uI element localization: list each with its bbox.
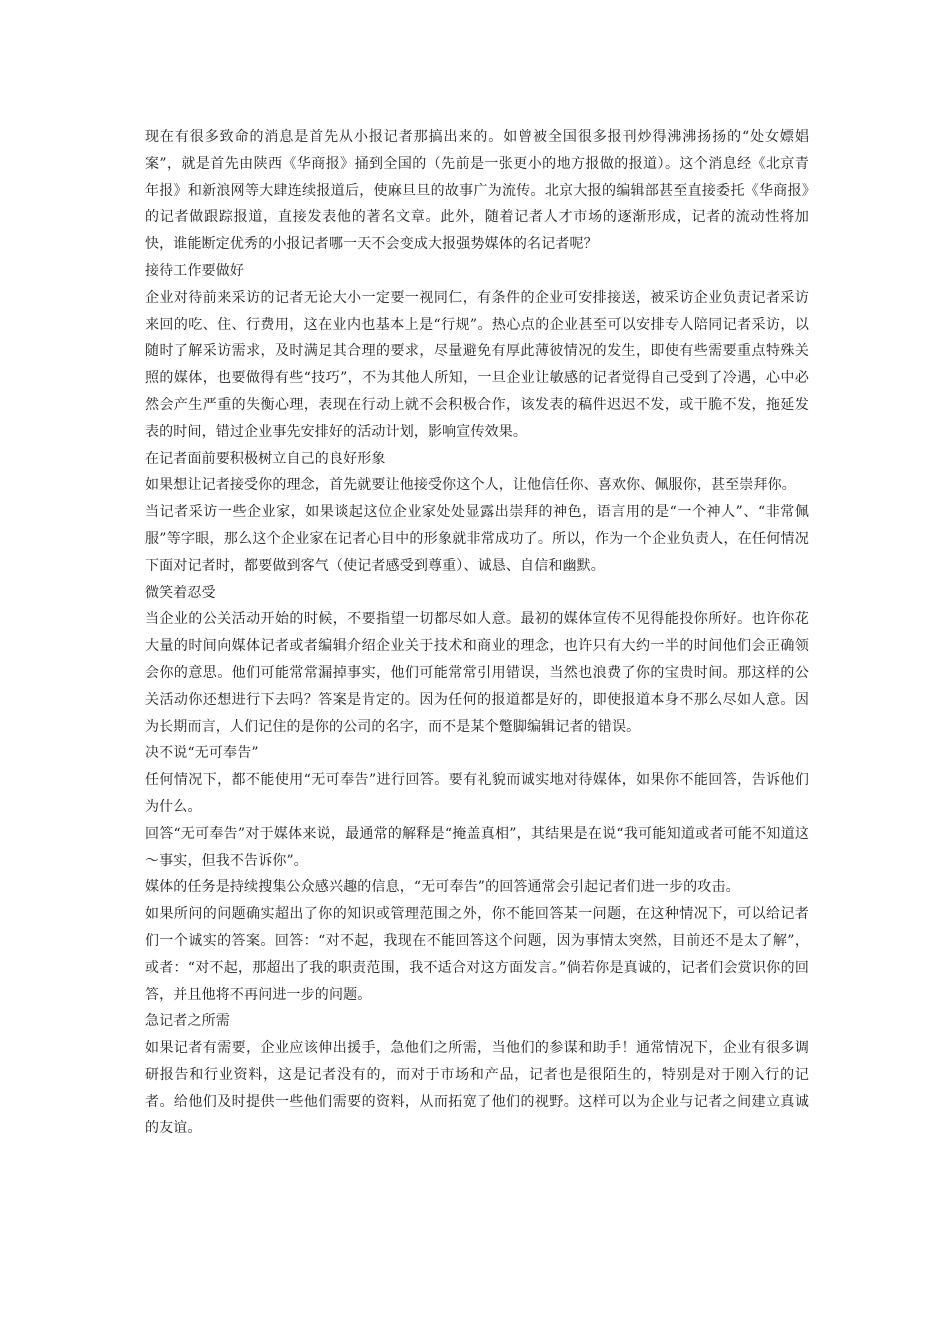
paragraph: 如果记者有需要，企业应该伸出援手，急他们之所需，当他们的参谋和助手！通常情况下，企业有很多调研报告和行业资料，这是记者没有的，而对于市场和产品，记者也是很陌生的，特别是对于刚入行的记者。给他们及时提供一些他们需要的资料，从而拓宽了他们的视野。这样可以为企业与记者之间建立真诚的友谊。 — [145, 1040, 809, 1137]
document-body — [145, 124, 809, 1142]
paragraph: 企业对待前来采访的记者无论大小一定要一视同仁，有条件的企业可安排接送，被采访企业负责记者采访来回的吃、住、行费用，这在业内也基本上是“行规”。热心点的企业甚至可以安排专人陪同记者采访，以随时了解采访需求，及时满足其合理的要求，尽量避免有厚此薄彼情况的发生，即使有些需要重点特殊关照的媒体，也要做得有些“技巧”，不为其他人所知，一旦企业让敏感的记者觉得自己受到了冷遇，心中必然会产生严重的失衡心理，表现在行动上就不会积极合作，该发表的稿件迟迟不发，或干脆不发，拖延发表的时间，错过企业事先安排好的活动计划，影响宣传效果。 — [145, 289, 809, 440]
paragraph: 任何情况下，都不能使用“无可奉告”进行回答。要有礼貌而诚实地对待媒体，如果你不能回答，告诉他们为什么。 — [145, 772, 809, 815]
section-heading: 决不说“无可奉告” — [145, 745, 259, 762]
paragraph: 媒体的任务是持续搜集公众感兴趣的信息，“无可奉告”的回答通常会引起记者们进一步的攻击。 — [145, 879, 740, 896]
paragraph: 如果所问的问题确实超出了你的知识或管理范围之外，你不能回答某一问题，在这种情况下，可以给记者们一个诚实的答案。回答：“对不起，我现在不能回答这个问题，因为事情太突然，目前还不是太了解”，或者：“对不起，那超出了我的职责范围，我不适合对这方面发言。”倘若你是真诚的，记者们会赏识你的回答，并且他将不再问进一步的问题。 — [145, 906, 809, 1003]
paragraph: 当企业的公关活动开始的时候，不要指望一切都尽如人意。最初的媒体宣传不见得能投你所好。也许你花大量的时间向媒体记者或者编辑介绍企业关于技术和商业的理念，也许只有大约一半的时间他们会正确领会你的意思。他们可能常常漏掉事实，他们可能常常引用错误，当然也浪费了你的宝贵时间。那这样的公关活动你还想进行下去吗？答案是肯定的。因为任何的报道都是好的，即使报道本身不那么尽如人意。因为长期而言，人们记住的是你的公司的名字，而不是某个蹩脚编辑记者的错误。 — [145, 611, 809, 735]
paragraph: 当记者采访一些企业家，如果谈起这位企业家处处显露出崇拜的神色，语言用的是“一个神人”、“非常佩服”等字眼，那么这个企业家在记者心目中的形象就非常成功了。所以，作为一个企业负责人，在任何情况下面对记者时，都要做到客气（使记者感受到尊重）、诚恳、自信和幽默。 — [145, 504, 809, 574]
section-heading: 接待工作要做好 — [145, 262, 245, 279]
paragraph: 现在有很多致命的消息是首先从小报记者那搞出来的。如曾被全国很多报刊炒得沸沸扬扬的“处女嫖娼案”，就是首先由陕西《华商报》捅到全国的（先前是一张更小的地方报做的报道）。这个消息经《北京青年报》和新浪网等大肆连续报道后，使麻旦旦的故事广为流传。北京大报的编辑部甚至直接委托《华商报》的记者做跟踪报道，直接发表他的著名文章。此外，随着记者人才市场的逐渐形成，记者的流动性将加快，谁能断定优秀的小报记者哪一天不会变成大报强势媒体的名记者呢？ — [145, 129, 809, 253]
section-heading: 微笑着忍受 — [145, 584, 216, 601]
paragraph: 回答“无可奉告”对于媒体来说，最通常的解释是“掩盖真相”，其结果是在说“我可能知道或者可能不知道这～事实，但我不告诉你”。 — [145, 825, 809, 869]
paragraph: 如果想让记者接受你的理念，首先就要让他接受你这个人，让他信任你、喜欢你、佩服你，甚至崇拜你。 — [145, 477, 796, 494]
section-heading: 急记者之所需 — [145, 1013, 230, 1030]
section-heading: 在记者面前要积极树立自己的良好形象 — [145, 450, 386, 467]
